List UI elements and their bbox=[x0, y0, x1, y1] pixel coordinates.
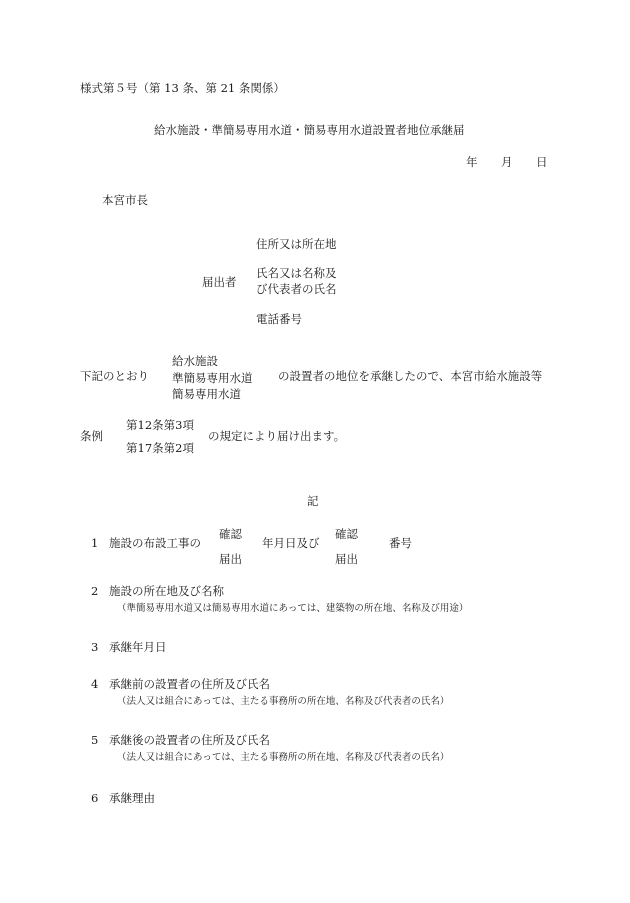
body1-prefix: 下記のとおり bbox=[80, 369, 149, 383]
item-6-number: 6 bbox=[91, 791, 99, 805]
item-1-choice-1: 確認 届出 bbox=[219, 527, 242, 567]
item-2-number: 2 bbox=[91, 584, 99, 598]
item-1-text-a: 施設の布設工事の bbox=[109, 536, 201, 550]
body1-option-1: 給水施設 bbox=[172, 354, 218, 368]
item-4-text: 承継前の設置者の住所及び氏名 bbox=[109, 677, 270, 691]
applicant-label: 届出者 bbox=[202, 275, 237, 289]
addressee: 本宮市長 bbox=[102, 193, 148, 207]
item-6-text: 承継理由 bbox=[109, 791, 155, 805]
body2-suffix: の規定により届け出ます。 bbox=[208, 429, 346, 443]
item-5-number: 5 bbox=[91, 733, 99, 747]
item-2-note: （準簡易専用水道又は簡易専用水道にあっては、建築物の所在地、名称及び用途） bbox=[117, 603, 469, 614]
item-1-text-c: 番号 bbox=[389, 536, 412, 550]
item-4-number: 4 bbox=[91, 677, 99, 691]
body2-option-1: 第12条第3項 bbox=[126, 418, 194, 432]
item-1-number: 1 bbox=[91, 536, 99, 550]
ki-heading: 記 bbox=[307, 494, 319, 508]
item-5-text: 承継後の設置者の住所及び氏名 bbox=[109, 733, 270, 747]
form-title: 給水施設・準簡易専用水道・簡易専用水道設置者地位承継届 bbox=[154, 123, 465, 137]
body1-suffix: の設置者の地位を承継したので、本宮市給水施設等 bbox=[278, 369, 543, 383]
body2-options bbox=[126, 414, 194, 460]
body2-option-2: 第17条第2項 bbox=[126, 441, 194, 455]
item-1-choice-2: 確認 届出 bbox=[335, 527, 358, 567]
body2-prefix: 条例 bbox=[80, 429, 103, 443]
body1-option-3: 簡易専用水道 bbox=[172, 387, 241, 402]
date-year: 年 bbox=[466, 155, 478, 169]
body1-option-2: 準簡易専用水道 bbox=[172, 370, 253, 385]
body1-options bbox=[172, 353, 253, 403]
item-5-note: （法人又は組合にあっては、主たる事務所の所在地、名称及び代表者の氏名） bbox=[117, 752, 450, 763]
item-1-text-b: 年月日及び bbox=[262, 536, 320, 550]
date-month: 月 bbox=[501, 155, 513, 169]
form-number: 様式第５号（第 13 条、第 21 条関係） bbox=[80, 81, 285, 95]
item-3-text: 承継年月日 bbox=[109, 640, 167, 654]
date-day: 日 bbox=[536, 155, 548, 169]
applicant-address-label: 住所又は所在地 bbox=[256, 237, 337, 251]
applicant-phone-label: 電話番号 bbox=[256, 312, 302, 326]
item-4-note: （法人又は組合にあっては、主たる事務所の所在地、名称及び代表者の氏名） bbox=[117, 696, 450, 707]
applicant-name-label: 氏名又は名称及 び代表者の氏名 bbox=[256, 266, 337, 296]
item-2-text: 施設の所在地及び名称 bbox=[109, 584, 224, 598]
item-3-number: 3 bbox=[91, 640, 99, 654]
